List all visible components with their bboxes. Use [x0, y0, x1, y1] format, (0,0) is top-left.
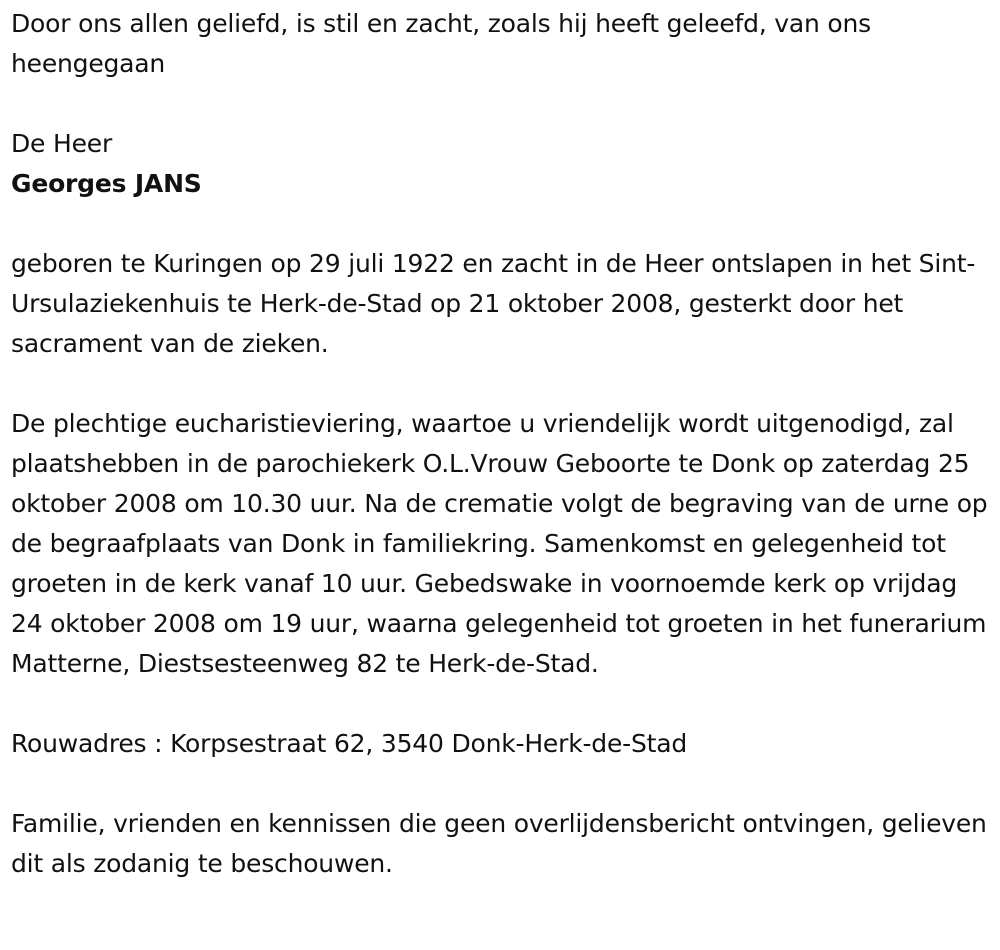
- honorific-title: De Heer: [11, 129, 113, 158]
- birth-death-paragraph: geboren te Kuringen op 29 juli 1922 en zacht in de Heer ontslapen in het Sint-Ursulaziekenhuis te Herk-de-Stad op 21 oktober 2008, gesterkt door het sacrament van de zieken.: [11, 249, 976, 358]
- mourning-address: Rouwadres : Korpsestraat 62, 3540 Donk-Herk-de-Stad: [11, 729, 688, 758]
- intro-text: Door ons allen geliefd, is stil en zacht, zoals hij heeft geleefd, van ons heengegaan: [11, 9, 871, 78]
- ceremony-paragraph: De plechtige eucharistieviering, waartoe u vriendelijk wordt uitgenodigd, zal plaatshebben in de parochiekerk O.L.Vrouw Geboorte te Donk op zaterdag 25 oktober 2008 om 10.30 uur. Na de crematie volgt de begraving van de urne op de begraafplaats van Donk in familiekring. Samenkomst en gelegenheid tot groeten in de kerk vanaf 10 uur. Gebedswake in voornoemde kerk op vrijdag 24 oktober 2008 om 19 uur, waarna gelegenheid tot groeten in het funerarium Matterne, Diestsesteenweg 82 te Herk-de-Stad.: [11, 409, 988, 678]
- spacer: [11, 364, 988, 404]
- spacer: [11, 84, 988, 124]
- closing-paragraph: Familie, vrienden en kennissen die geen overlijdensbericht ontvingen, gelieven dit als zodanig te beschouwen.: [11, 809, 987, 878]
- spacer: [11, 684, 988, 724]
- spacer: [11, 764, 988, 804]
- spacer: [11, 204, 988, 244]
- deceased-name: Georges JANS: [11, 169, 202, 198]
